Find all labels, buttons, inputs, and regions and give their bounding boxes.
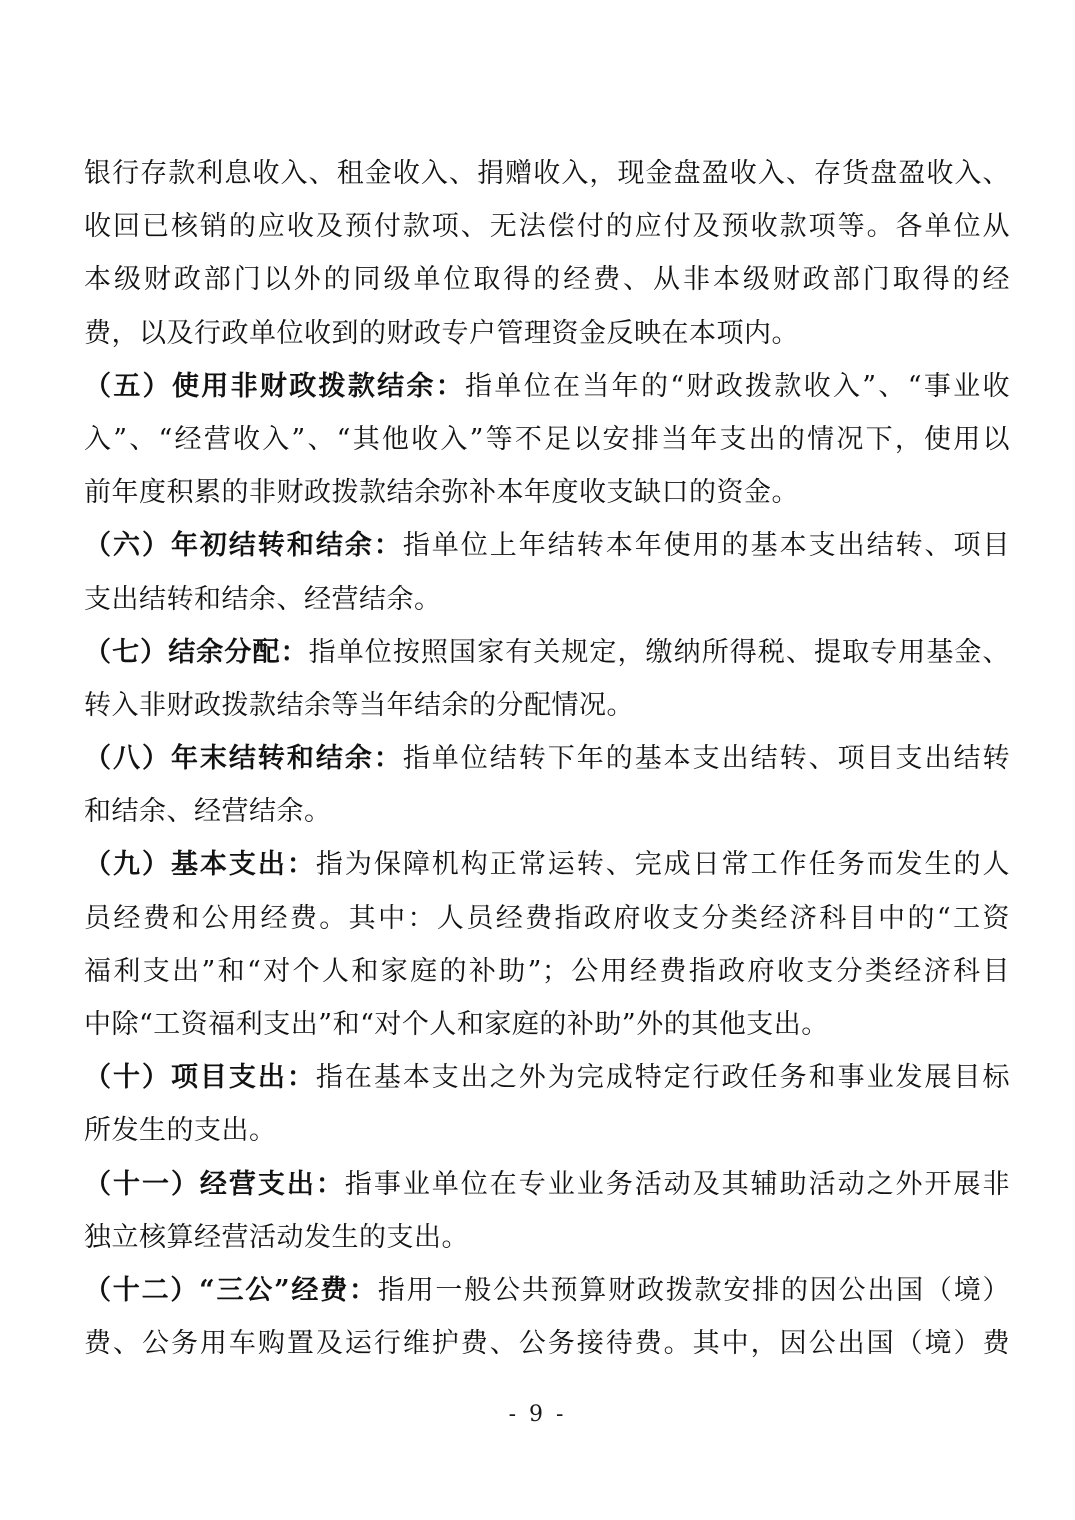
- text-line: [84, 1211, 1010, 1264]
- body-text: 指单位在当年的“财政拨款收入”、“事业收: [465, 370, 1010, 402]
- text-line: [84, 998, 1010, 1051]
- body-text: 费，以及行政单位收到的财政专户管理资金反映在本项内。: [84, 317, 799, 349]
- body-text: 转入非财政拨款结余等当年结余的分配情况。: [84, 689, 634, 721]
- body-text: 指为保障机构正常运转、完成日常工作任务而发生的人: [315, 849, 1011, 881]
- text-line: [84, 626, 1010, 679]
- term-heading: （八）年末结转和结余：: [84, 743, 403, 775]
- term-heading: （九）基本支出：: [84, 849, 316, 881]
- text-line: [84, 785, 1010, 838]
- body-text: 福利支出”和“对个人和家庭的补助”；公用经费指政府收支分类经济科目: [84, 955, 1010, 987]
- body-text: 独立核算经营活动发生的支出。: [84, 1221, 469, 1253]
- text-line: [84, 307, 1010, 360]
- term-heading: （十）项目支出：: [84, 1062, 316, 1094]
- text-line: [84, 1158, 1010, 1211]
- text-line: [84, 1051, 1010, 1104]
- document-body: [84, 147, 1010, 1370]
- body-text: 入”、“经营收入”、“其他收入”等不足以安排当年支出的情况下，使用以: [84, 423, 1010, 455]
- body-text: 中除“工资福利支出”和“对个人和家庭的补助”外的其他支出。: [84, 1009, 829, 1040]
- body-text: 前年度积累的非财政拨款结余弥补本年度收支缺口的资金。: [84, 477, 799, 509]
- text-line: [84, 679, 1010, 732]
- text-line: [84, 892, 1010, 945]
- text-line: [84, 147, 1010, 200]
- term-heading: （十二）“三公”经费：: [84, 1274, 378, 1306]
- body-text: 收回已核销的应收及预付款项、无法偿付的应付及预收款项等。各单位从: [84, 211, 1010, 243]
- body-text: 支出结转和结余、经营结余。: [84, 583, 442, 615]
- body-text: 所发生的支出。: [84, 1115, 277, 1147]
- body-text: 费、公务用车购置及运行维护费、公务接待费。其中，因公出国（境）费: [84, 1328, 1010, 1360]
- text-line: [84, 360, 1010, 413]
- body-text: 指在基本支出之外为完成特定行政任务和事业发展目标: [315, 1062, 1011, 1094]
- text-line: [84, 573, 1010, 626]
- term-heading: （六）年初结转和结余：: [84, 530, 403, 562]
- text-line: [84, 200, 1010, 253]
- text-line: [84, 1264, 1010, 1317]
- body-text: 指事业单位在专业业务活动及其辅助活动之外开展非: [344, 1168, 1011, 1200]
- text-line: [84, 253, 1010, 306]
- text-line: [84, 1317, 1010, 1370]
- term-heading: （五）使用非财政拨款结余：: [84, 370, 466, 402]
- body-text: 员经费和公用经费。其中：人员经费指政府收支分类经济科目中的“工资: [84, 902, 1010, 934]
- term-heading: （十一）经营支出：: [84, 1168, 345, 1200]
- text-line: [84, 838, 1010, 891]
- body-text: 指单位上年结转本年使用的基本支出结转、项目: [402, 530, 1011, 562]
- page-number: - 9 -: [508, 1402, 567, 1427]
- text-line: [84, 732, 1010, 785]
- body-text: 指用一般公共预算财政拨款安排的因公出国（境）: [377, 1274, 1011, 1306]
- body-text: 和结余、经营结余。: [84, 796, 332, 828]
- body-text: 本级财政部门以外的同级单位取得的经费、从非本级财政部门取得的经: [84, 264, 1010, 296]
- term-heading: （七）结余分配：: [84, 636, 309, 668]
- body-text: 指单位结转下年的基本支出结转、项目支出结转: [402, 743, 1011, 775]
- text-line: [84, 466, 1010, 519]
- text-line: [84, 413, 1010, 466]
- text-line: [84, 1104, 1010, 1157]
- text-line: [84, 519, 1010, 572]
- text-line: [84, 945, 1010, 998]
- body-text: 银行存款利息收入、租金收入、捐赠收入，现金盘盈收入、存货盘盈收入、: [84, 158, 1010, 189]
- body-text: 指单位按照国家有关规定，缴纳所得税、提取专用基金、: [308, 636, 1010, 668]
